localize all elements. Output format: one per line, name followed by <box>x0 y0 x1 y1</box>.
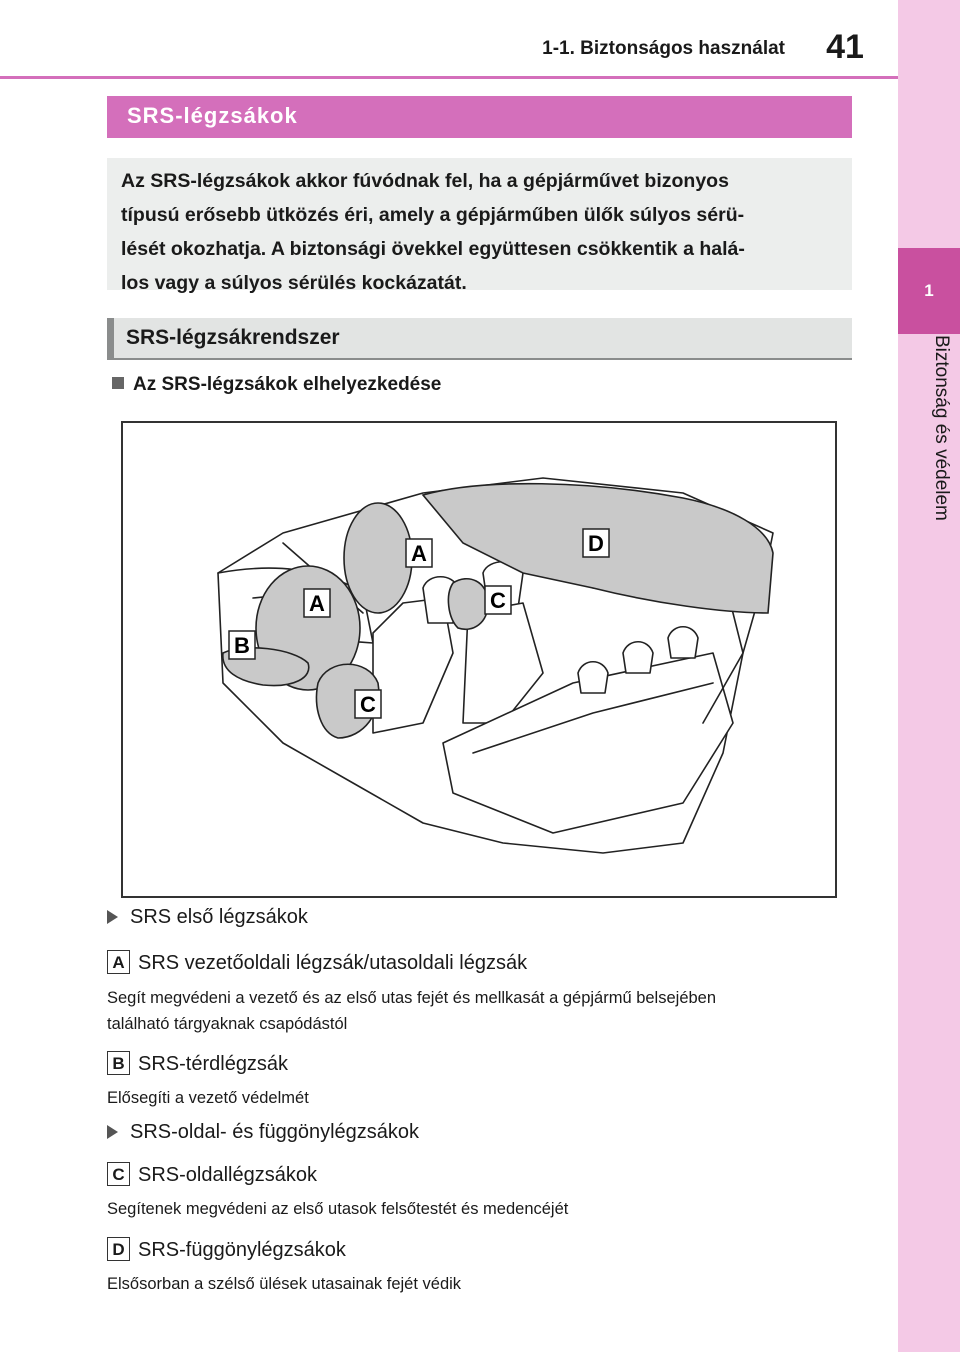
desc-line: Segít megvédeni a vezető és az első utas fejét és mellkasát a gépjármű belsejében <box>107 989 717 1007</box>
desc-line: Segítenek megvédeni az első utasok felsőtestét és medencéjét <box>107 1200 569 1218</box>
entry-c <box>107 1162 317 1187</box>
desc-line: található tárgyaknak csapódástól <box>107 1015 348 1033</box>
desc-line: Elősegíti a vezető védelmét <box>107 1089 309 1107</box>
group-front-airbags <box>107 906 308 929</box>
label-a-passenger: A <box>411 541 427 566</box>
letter-badge: A <box>107 950 130 974</box>
entry-title: SRS-függönylégzsákok <box>138 1239 346 1261</box>
entry-a <box>107 950 527 975</box>
sub-heading-text: Az SRS-légzsákok elhelyezkedése <box>133 374 442 395</box>
chapter-label: Biztonság és védelem <box>931 335 952 521</box>
label-d: D <box>588 531 604 556</box>
label-b: B <box>234 633 250 658</box>
chapter-number: 1 <box>898 248 960 334</box>
running-header-section: 1-1. Biztonságos használat <box>542 38 785 59</box>
group-title: SRS első légzsákok <box>130 906 308 928</box>
entry-c-desc <box>107 1196 852 1222</box>
page-number: 41 <box>826 28 864 66</box>
triangle-bullet-icon <box>107 1125 118 1139</box>
label-a-driver: A <box>309 591 325 616</box>
entry-d <box>107 1237 346 1262</box>
square-bullet-icon <box>112 377 124 389</box>
entry-title: SRS-oldallégzsákok <box>138 1164 317 1186</box>
triangle-bullet-icon <box>107 910 118 924</box>
letter-badge: C <box>107 1162 130 1186</box>
header-rule <box>0 76 898 79</box>
entry-a-desc <box>107 985 852 1037</box>
subsection-title: SRS-légzsákrendszer <box>107 318 852 360</box>
chapter-side-tab <box>898 0 960 1352</box>
sub-heading <box>112 374 441 396</box>
entry-d-desc <box>107 1271 852 1297</box>
entry-b <box>107 1051 288 1076</box>
entry-title: SRS vezetőoldali légzsák/utasoldali légzsák <box>138 952 528 974</box>
entry-title: SRS-térdlégzsák <box>138 1053 289 1075</box>
group-side-curtain-airbags <box>107 1121 419 1144</box>
letter-badge: D <box>107 1237 130 1261</box>
section-title: SRS-légzsákok <box>107 96 852 138</box>
letter-badge: B <box>107 1051 130 1075</box>
group-title: SRS-oldal- és függönylégzsákok <box>130 1121 420 1143</box>
car-interior-illustration <box>123 423 839 900</box>
intro-line: los vagy a súlyos sérülés kockázatát. <box>121 272 467 294</box>
intro-line: Az SRS-légzsákok akkor fúvódnak fel, ha a gépjárművet bizonyos <box>121 170 729 192</box>
intro-line: lését okozhatja. A biztonsági övekkel együttesen csökkentik a halá- <box>121 238 745 260</box>
label-c-driver: C <box>360 692 376 717</box>
airbag-diagram <box>121 421 837 898</box>
label-c-passenger: C <box>490 588 506 613</box>
intro-line: típusú erősebb ütközés éri, amely a gépjárműben ülők súlyos sérü- <box>121 204 745 226</box>
intro-box <box>107 158 852 294</box>
entry-b-desc <box>107 1085 852 1111</box>
desc-line: Elsősorban a szélső ülések utasainak fejét védik <box>107 1275 462 1293</box>
